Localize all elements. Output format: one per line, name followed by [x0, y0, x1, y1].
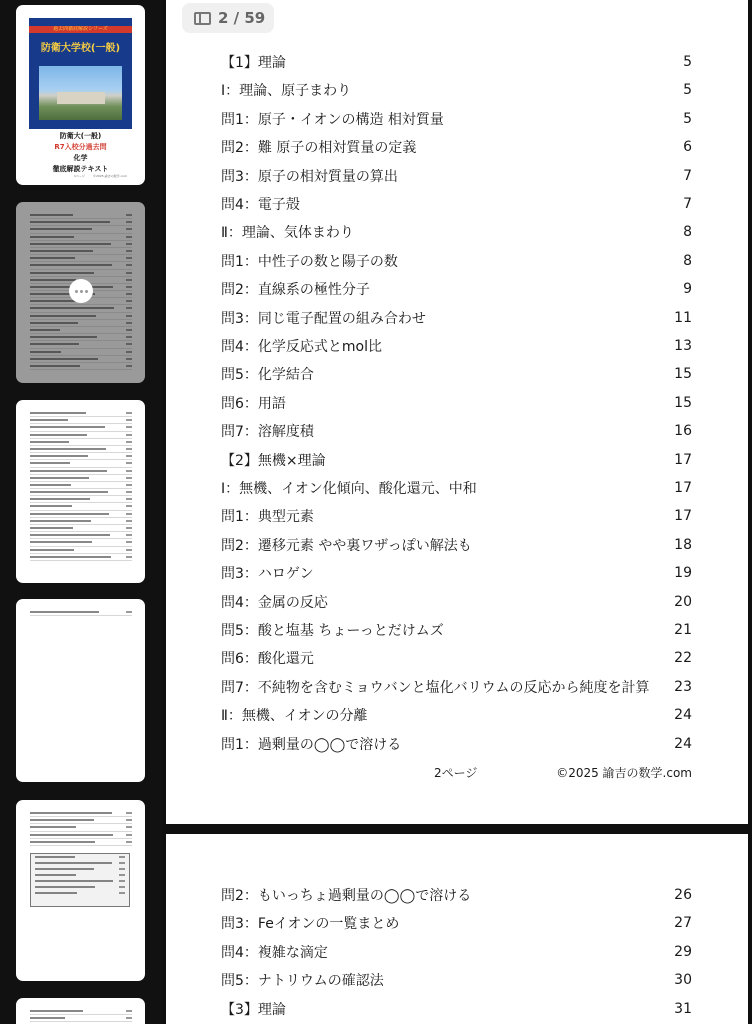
- thumb-line: [35, 890, 125, 896]
- toc-entry[interactable]: [221, 304, 692, 332]
- toc-entry[interactable]: [221, 474, 692, 502]
- page-counter: 2 / 59: [218, 9, 266, 27]
- thumb-line: [30, 432, 132, 439]
- thumb-text-lines: [30, 609, 132, 616]
- cover-title: 防衛大学校(一般): [40, 43, 121, 54]
- toc-entry-page: 29: [674, 943, 692, 960]
- toc-entry-page: 22: [674, 650, 692, 667]
- toc-entry[interactable]: [221, 162, 692, 190]
- thumb-line: [30, 489, 132, 496]
- toc-entry-page: 19: [674, 565, 692, 582]
- thumb-line: [30, 482, 132, 489]
- thumb-line: [30, 839, 132, 846]
- thumb-line: [30, 270, 132, 277]
- toc-entry-title: Ⅱ：無機、イオンの分離: [221, 708, 368, 725]
- thumb-line: [30, 349, 132, 356]
- toc-entry-page: 17: [674, 480, 692, 496]
- thumb-line: [30, 255, 132, 262]
- thumb-footer: [16, 174, 145, 178]
- toc-entry-title: Ⅱ：理論、気体まわり: [221, 225, 354, 242]
- toc-entry-title: 【3】理論: [221, 1001, 286, 1018]
- toc-entry[interactable]: [221, 502, 692, 530]
- sidebar-toggle-icon: [194, 12, 211, 25]
- toc-entry-title: 問4：電子殻: [221, 197, 300, 213]
- toc-entry[interactable]: [221, 446, 692, 474]
- thumb-line: [30, 305, 132, 312]
- toc-entry-page: 7: [683, 196, 692, 212]
- building-image: [57, 92, 105, 104]
- thumb-line: [30, 410, 132, 417]
- toc-entry[interactable]: [221, 881, 692, 909]
- thumb-line: [30, 817, 132, 824]
- more-options-button[interactable]: [69, 279, 93, 303]
- toc-entry-title: 問7：溶解度積: [221, 424, 314, 441]
- thumb-line: [30, 554, 132, 561]
- thumb-line: [30, 1015, 132, 1022]
- toc-entry-page: 23: [674, 678, 692, 695]
- toc-entry-page: 5: [683, 110, 692, 127]
- cover-photo: [39, 66, 122, 120]
- toc-entry-page: 7: [683, 167, 692, 184]
- toc-entry-page: 11: [674, 309, 692, 326]
- toc-entry-title: 問1：原子・イオンの構造 相対質量: [221, 111, 444, 128]
- toc-entry[interactable]: [221, 966, 692, 994]
- cover-line-2: R7入校分過去問: [54, 143, 107, 151]
- toc-entry-page: 15: [674, 394, 692, 411]
- toc-entry-title: 問3：ハロゲン: [221, 566, 314, 583]
- thumb-line: [30, 460, 132, 467]
- footer-copyright: ©2025 諭吉の数学.com: [556, 766, 692, 780]
- toc-entry-title: 問5：ナトリウムの確認法: [221, 973, 384, 990]
- thumb-text-lines: [30, 1008, 132, 1024]
- toc-entry-page: 8: [683, 224, 692, 241]
- page-indicator[interactable]: [182, 3, 274, 33]
- thumb-line: [30, 417, 132, 424]
- cover-series-band: 過去問徹底解説シリーズ: [29, 26, 132, 33]
- toc-entry-title: 問2：遷移元素 やや裏ワザっぽい解法も: [221, 537, 472, 554]
- page-footer: [166, 764, 748, 784]
- toc-entry[interactable]: [221, 275, 692, 303]
- more-dot-icon: [80, 290, 83, 293]
- thumb-line: [30, 532, 132, 539]
- toc-entry-title: 問3：同じ電子配置の組み合わせ: [221, 310, 426, 327]
- page-thumbnail-5[interactable]: [16, 800, 145, 981]
- toc-entry-page: 30: [674, 972, 692, 989]
- page-thumbnail-4[interactable]: [16, 599, 145, 782]
- toc-entry-title: 問6：酸化還元: [221, 651, 314, 668]
- toc-entry[interactable]: [221, 531, 692, 559]
- thumb-text-lines: [30, 810, 132, 846]
- thumb-line: [30, 341, 132, 348]
- thumb-boxed-section: [30, 853, 130, 907]
- thumb-line: [30, 453, 132, 460]
- toc-entry-title: 【2】無機×理論: [221, 452, 326, 469]
- thumb-line: [30, 234, 132, 241]
- thumb-line: [30, 248, 132, 255]
- thumb-line: [30, 547, 132, 554]
- thumb-line: [30, 262, 132, 269]
- thumb-line: [30, 511, 132, 518]
- toc-entry-page: 21: [674, 622, 692, 638]
- toc-entry[interactable]: [221, 616, 692, 644]
- toc-entry-page: 13: [674, 338, 692, 354]
- toc-entry-title: 問2：難 原子の相対質量の定義: [221, 140, 417, 157]
- toc-entry-title: 問4：複雑な滴定: [221, 944, 328, 961]
- thumb-line: [30, 525, 132, 532]
- document-viewer[interactable]: [166, 0, 752, 1024]
- toc-entry-title: Ⅰ：無機、イオン化傾向、酸化還元、中和: [221, 481, 477, 497]
- toc-entry[interactable]: [221, 938, 692, 966]
- document-page-3: [166, 834, 748, 1024]
- more-dot-icon: [75, 290, 78, 293]
- toc-entry-title: 問1：典型元素: [221, 509, 314, 526]
- toc-entry-page: 18: [674, 536, 692, 553]
- toc-entry-title: 問5：化学結合: [221, 367, 314, 384]
- toc-entry[interactable]: [221, 588, 692, 616]
- toc-entry[interactable]: [221, 247, 692, 275]
- thumb-line: [30, 1008, 132, 1015]
- toc-entry[interactable]: [221, 730, 692, 758]
- document-page-2: [166, 0, 748, 824]
- thumb-line: [30, 475, 132, 482]
- toc-entry-title: 問6：用語: [221, 395, 286, 412]
- toc-entry-title: 問7：不純物を含むミョウバンと塩化バリウムの反応から純度を計算: [221, 679, 650, 696]
- toc-entry[interactable]: [221, 105, 692, 133]
- thumb-line: [30, 363, 132, 370]
- toc-entry-page: 31: [674, 1000, 692, 1017]
- cover-caption: [16, 131, 145, 175]
- toc-entry-title: Ⅰ：理論、原子まわり: [221, 83, 352, 100]
- toc-entry-page: 15: [674, 366, 692, 383]
- toc-entry-title: 問1：過剰量の◯◯で溶ける: [221, 736, 402, 753]
- toc-entry[interactable]: [221, 218, 692, 246]
- thumb-line: [30, 219, 132, 226]
- toc-entry[interactable]: [221, 673, 692, 701]
- toc-entry[interactable]: [221, 190, 692, 218]
- toc-entry[interactable]: [221, 133, 692, 161]
- more-dot-icon: [85, 290, 88, 293]
- toc-entry-page: 20: [674, 593, 692, 610]
- toc-entry-title: 問2：もいっちょ過剰量の◯◯で溶ける: [221, 888, 472, 904]
- toc-entry-page: 9: [683, 281, 692, 298]
- cover-line-4: 徹底解説テキスト: [52, 165, 109, 173]
- toc-entry[interactable]: [221, 332, 692, 360]
- toc-entry-page: 16: [674, 423, 692, 440]
- cover-image: [29, 18, 132, 129]
- thumb-line: [30, 334, 132, 341]
- toc-entry[interactable]: [221, 76, 692, 104]
- thumb-line: [30, 518, 132, 525]
- page-thumbnail-1[interactable]: [16, 5, 145, 185]
- toc-entry-page: 26: [674, 887, 692, 903]
- toc-entry-page: 24: [674, 707, 692, 724]
- thumb-line: [30, 496, 132, 503]
- thumb-line: [30, 503, 132, 510]
- thumb-line: [30, 320, 132, 327]
- toc-entry-page: 17: [674, 451, 692, 468]
- toc-entry-page: 24: [674, 735, 692, 752]
- toc-entry[interactable]: [221, 701, 692, 729]
- toc-entry-title: 問3：原子の相対質量の算出: [221, 168, 398, 185]
- thumb-line: [30, 327, 132, 334]
- toc-entry-page: 8: [683, 252, 692, 269]
- thumb-line: [30, 810, 132, 817]
- toc-entry[interactable]: [221, 644, 692, 672]
- thumb-line: [30, 539, 132, 546]
- toc-entry[interactable]: [221, 389, 692, 417]
- cover-line-1: 防衛大(一般): [59, 132, 102, 140]
- toc-entry-title: 【1】理論: [221, 55, 286, 71]
- thumb-line: [30, 468, 132, 475]
- toc-entry[interactable]: [221, 417, 692, 445]
- toc-entry-page: 6: [683, 139, 692, 156]
- thumb-line: [30, 609, 132, 616]
- thumb-text-lines: [30, 410, 132, 561]
- cover-line-3: 化学: [73, 154, 88, 162]
- thumb-line: [30, 212, 132, 219]
- thumb-line: [30, 446, 132, 453]
- toc-entry-title: 問4：金属の反応: [221, 594, 328, 611]
- thumb-line: [30, 824, 132, 831]
- toc-entry[interactable]: [221, 995, 692, 1023]
- toc-entry[interactable]: [221, 909, 692, 937]
- thumb-line: [30, 439, 132, 446]
- toc-entry-page: 5: [683, 54, 692, 70]
- toc-entry-title: 問2：直線系の極性分子: [221, 282, 370, 299]
- thumb-line: [30, 313, 132, 320]
- thumb-line: [30, 356, 132, 363]
- thumb-footer-copyright: ©2025 諭吉の数学.com: [93, 174, 127, 178]
- toc-entry-title: 問4：化学反応式とmol比: [221, 339, 382, 355]
- thumb-line: [30, 226, 132, 233]
- page-thumbnail-6[interactable]: [16, 998, 145, 1024]
- toc-entry-title: 問5：酸と塩基 ちょーっとだけムズ: [221, 623, 444, 639]
- toc-entry[interactable]: [221, 360, 692, 388]
- thumb-line: [30, 424, 132, 431]
- thumb-line: [30, 241, 132, 248]
- toc-entry[interactable]: [221, 48, 692, 76]
- toc-entry-page: 5: [683, 82, 692, 99]
- page-thumbnail-3[interactable]: [16, 400, 145, 583]
- toc-entry-page: 17: [674, 508, 692, 525]
- toc-entry-title: 問3：Feイオンの一覧まとめ: [221, 916, 400, 933]
- toc-entry[interactable]: [221, 559, 692, 587]
- footer-page-number: 2ページ: [434, 766, 478, 780]
- toc-entry-title: 問1：中性子の数と陽子の数: [221, 253, 398, 270]
- thumbnail-sidebar: [0, 0, 162, 1024]
- thumb-line: [30, 832, 132, 839]
- toc-entry-page: 27: [674, 915, 692, 932]
- thumb-footer-page: 1ページ: [74, 174, 85, 178]
